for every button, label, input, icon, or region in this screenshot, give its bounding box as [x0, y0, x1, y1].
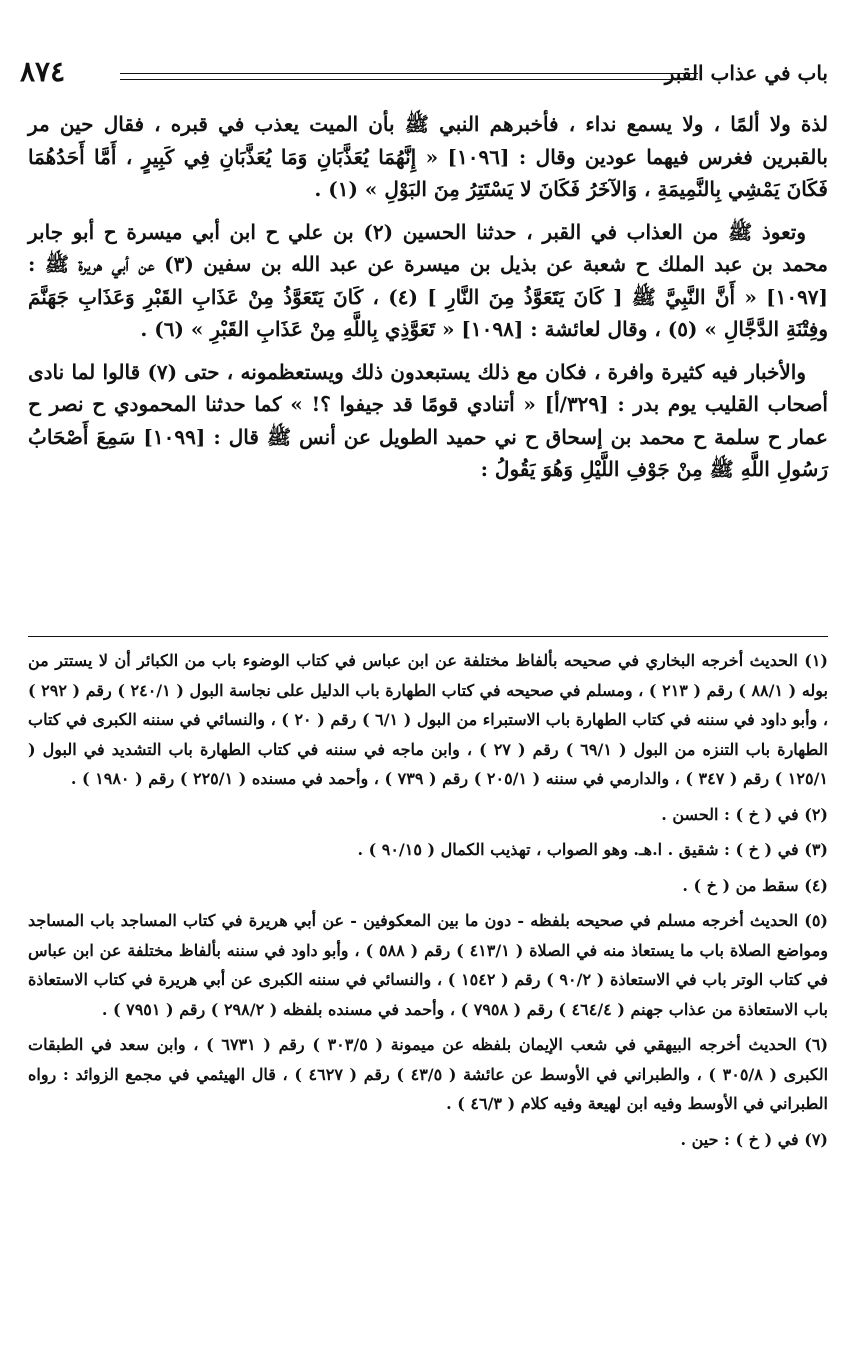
page-number: ٨٧٤: [20, 55, 66, 88]
footnote: (٢) في ( خ ) : الحسن .: [661, 804, 828, 824]
footnotes: [28, 646, 828, 1160]
header-double-rule: [120, 73, 698, 80]
main-paragraph: والأخبار فيه كثيرة وافرة ، فكان مع ذلك يستبعدون ذلك ويستعظمونه ، حتى (٧) قالوا لما نادى أصحاب القليب يوم بدر : [٣٢٩/أ] « أتنادي قومًا قد جيفوا ؟! » كما حدثنا المحمودي ح نصر ح عمار ح سلمة ح محمد بن إسحاق ح ني حميد الطويل عن أنس ﷺ قال : [١٠٩٩] سَمِعَ أَصْحَابُ رَسُولِ اللَّهِ ﷺ مِنْ جَوْفِ اللَّيْلِ وَهُوَ يَقُولُ :: [28, 359, 828, 481]
footnote-divider: [28, 636, 828, 637]
running-title: باب في عذاب القبر: [664, 61, 828, 85]
footnote: (٤) سقط من ( خ ) .: [682, 875, 828, 895]
footnote: (٧) في ( خ ) : حين .: [680, 1129, 828, 1149]
footnote: (٦) الحديث أخرجه البيهقي في شعب الإيمان بلفظه عن ميمونة ( ٣٠٣/٥ ) رقم ( ٦٧٣١ ) ، وابن سعد في الطبقات الكبرى ( ٣٠٥/٨ ) ، والطبراني في الأوسط عن عائشة ( ٤٣/٥ ) رقم ( ٤٦٢٧ ) ، قال الهيثمي في مجمع الزوائد : رواه الطبراني في الأوسط وفيه ابن لهيعة وفيه كلام ( ٤٦/٣ ) .: [28, 1035, 829, 1113]
main-paragraph: وتعوذ ﷺ من العذاب في القبر ، حدثنا الحسين (٢) بن علي ح ابن أبي ميسرة ح أبو جابر محمد بن عبد الملك ح شعبة عن بذيل بن ميسرة عن عبد الله بن سفين (٣) عن أبي هريرة ﷺ : [١٠٩٧] « أَنَّ النَّبِيَّ ﷺ [ كَانَ يَتَعَوَّذُ مِنَ النَّارِ ] (٤) ، كَانَ يَتَعَوَّذُ مِنْ عَذَابِ القَبْرِ وَعَذَابِ جَهَنَّمَ وفِتْنَةِ الدَّجَّالِ » (٥) ، وقال لعائشة : [١٠٩٨] « تَعَوَّذِي بِاللَّهِ مِنْ عَذَابِ القَبْرِ » (٦) .: [28, 219, 829, 341]
main-text: [28, 108, 828, 496]
footnote: (٣) في ( خ ) : شقيق . ا.هـ. وهو الصواب ، تهذيب الكمال ( ٩٠/١٥ ) .: [357, 840, 828, 859]
main-paragraph: لذة ولا ألمًا ، ولا يسمع نداء ، فأخبرهم النبي ﷺ بأن الميت يعذب في قبره ، فقال حين مر بالقبرين فغرس فيهما عودين وقال : [١٠٩٦] « إِنَّهُمَا يُعَذَّبَانِ وَمَا يُعَذَّبَانِ فِي كَبِيرٍ ، أَمَّا أَحَدُهُمَا فَكَانَ يَمْشِي بِالنَّمِيمَةِ ، وَالآخَرُ فَكَانَ لا يَسْتَتِرُ مِنَ البَوْلِ » (١) .: [28, 112, 828, 201]
page-header: [20, 55, 828, 95]
footnote: (٥) الحديث أخرجه مسلم في صحيحه بلفظه - دون ما بين المعكوفين - عن أبي هريرة في كتاب المساجد باب المساجد ومواضع الصلاة باب ما يستعاذ منه في الصلاة ( ٤١٣/١ ) رقم ( ٥٨٨ ) ، وأبو داود في سننه بألفاظ مختلفة عن ابن عباس في كتاب الوتر باب في الاستعاذة ( ٩٠/٢ ) رقم ( ١٥٤٢ ) ، والنسائي في سننه الكبرى عن أبي هريرة في كتاب الاستعاذة باب الاستعاذة من عذاب جهنم ( ٤٦٤/٤ ) رقم ( ٧٩٥٨ ) ، وأحمد في مسنده بلفظه ( ٢٩٨/٢ ) رقم ( ٧٩٥١ ) .: [28, 911, 829, 1019]
footnote: (١) الحديث أخرجه البخاري في صحيحه بألفاظ مختلفة عن ابن عباس في كتاب الوضوء باب من الكبائر أن لا يستتر من بوله ( ٨٨/١ ) رقم ( ٢١٣ ) ، ومسلم في صحيحه في كتاب الطهارة باب الدليل على نجاسة البول ( ٢٤٠/١ ) رقم ( ٢٩٢ ) ، وأبو داود في سننه في كتاب الطهارة باب الاستبراء من البول ( ٦/١ ) رقم ( ٢٠ ) ، والنسائي في سننه الكبرى في كتاب الطهارة باب التنزه من البول ( ٦٩/١ ) رقم ( ٢٧ ) ، وابن ماجه في سننه في كتاب الطهارة باب التشديد في البول ( ١٢٥/١ ) رقم ( ٣٤٧ ) ، والدارمي في سننه ( ٢٠٥/١ ) رقم ( ٧٣٩ ) ، وأحمد في مسنده ( ٢٢٥/١ ) رقم ( ١٩٨٠ ) .: [28, 651, 829, 788]
